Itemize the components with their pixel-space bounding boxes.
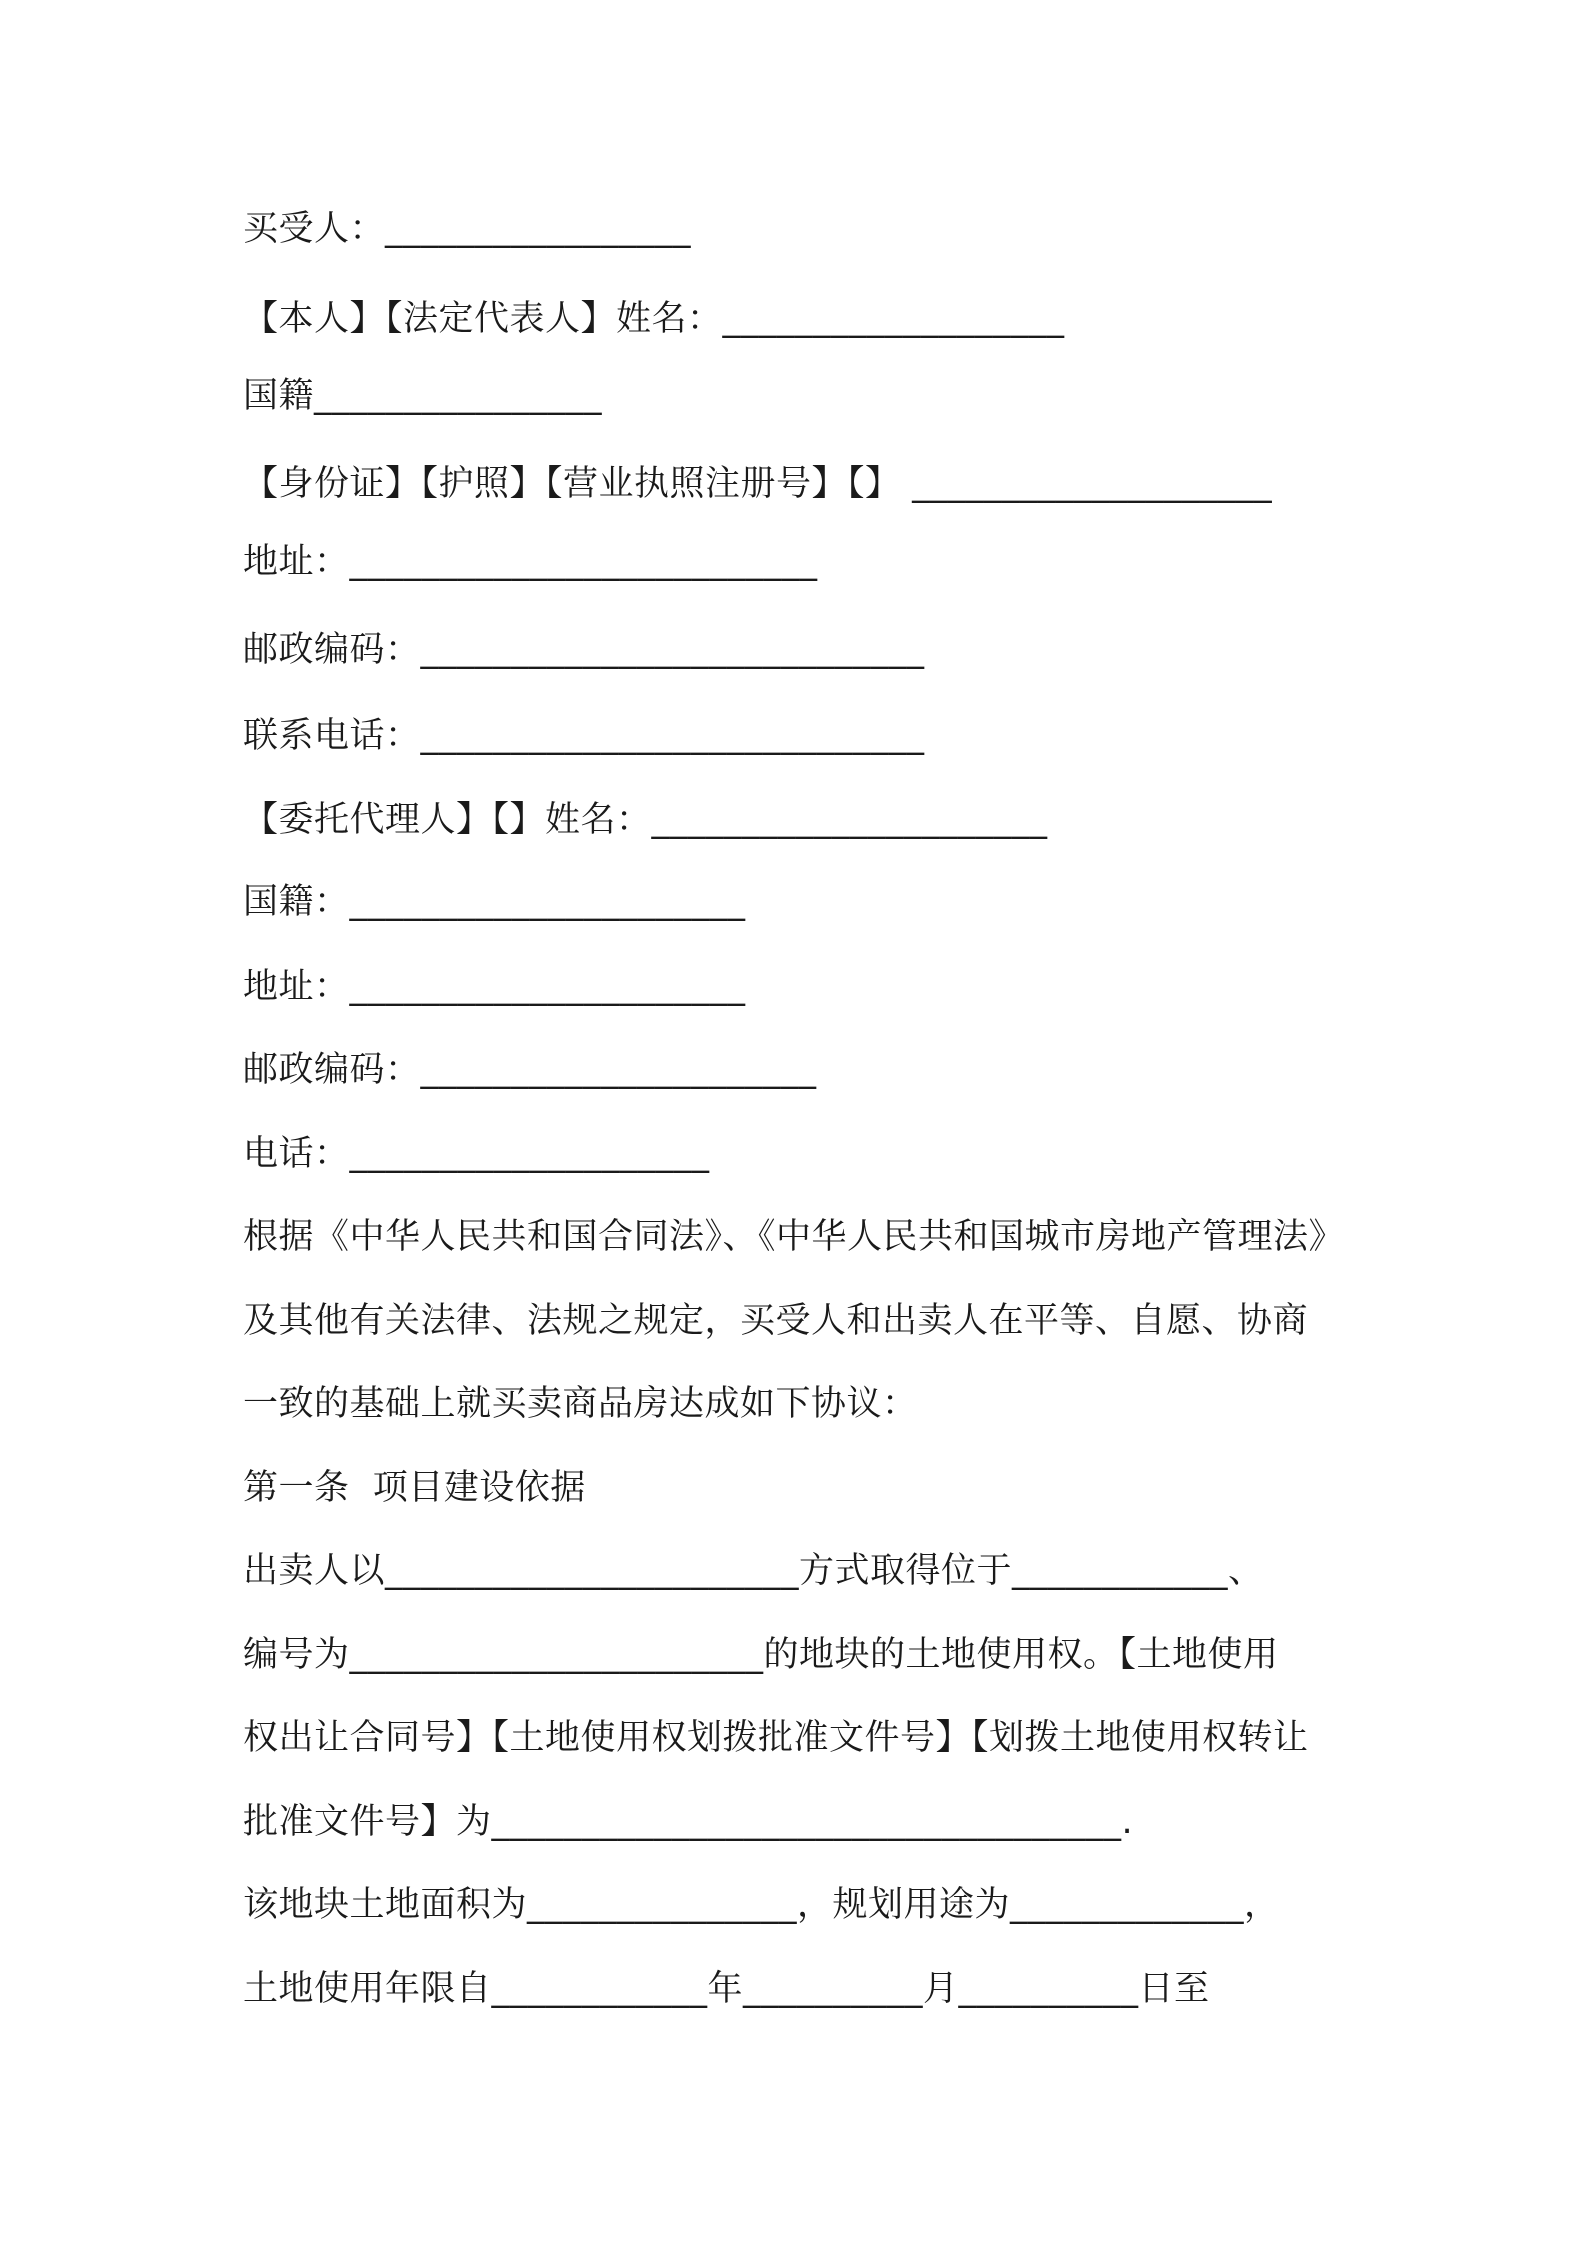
paragraph-line: 该地块土地面积为_______________，规划用途为_____________，: [243, 1885, 1280, 1925]
buyer-line: 买受人：_________________: [243, 209, 692, 249]
agent-postal-code-line: 邮政编码：______________________: [243, 1050, 817, 1090]
address-line: 地址：__________________________: [243, 542, 818, 582]
contact-phone-line: 联系电话：____________________________: [243, 716, 925, 756]
paragraph-line: 一致的基础上就买卖商品房达成如下协议：: [243, 1384, 918, 1424]
agent-address-line: 地址：______________________: [243, 967, 746, 1007]
paragraph-line: 根据《中华人民共和国合同法》、《中华人民共和国城市房地产管理法》: [243, 1217, 1345, 1257]
nationality-line: 国籍________________: [243, 376, 603, 416]
agent-name-line: 【委托代理人】【】姓名：______________________: [243, 800, 1048, 840]
agent-phone-line: 电话：____________________: [243, 1134, 710, 1174]
paragraph-line: 权出让合同号】【土地使用权划拨批准文件号】【划拨土地使用权转让: [243, 1718, 1309, 1758]
paragraph-line: 土地使用年限自____________年__________月__________日至: [243, 1969, 1210, 2009]
paragraph-line: 及其他有关法律、法规之规定，买受人和出卖人在平等、自愿、协商: [243, 1301, 1309, 1341]
paragraph-line: 编号为_______________________的地块的土地使用权。【土地使用: [243, 1635, 1279, 1675]
legal-rep-name-line: 【本人】【法定代表人】姓名：___________________: [243, 299, 1065, 339]
postal-code-line: 邮政编码：____________________________: [243, 630, 925, 670]
paragraph-line: 批准文件号】为___________________________________.: [243, 1802, 1134, 1842]
id-number-line: 【身份证】【护照】【营业执照注册号】【】 ____________________: [243, 464, 1273, 504]
article-heading: 第一条 项目建设依据: [243, 1468, 586, 1508]
agent-nationality-line: 国籍：______________________: [243, 882, 746, 922]
paragraph-line: 出卖人以_______________________方式取得位于____________、: [243, 1551, 1264, 1591]
